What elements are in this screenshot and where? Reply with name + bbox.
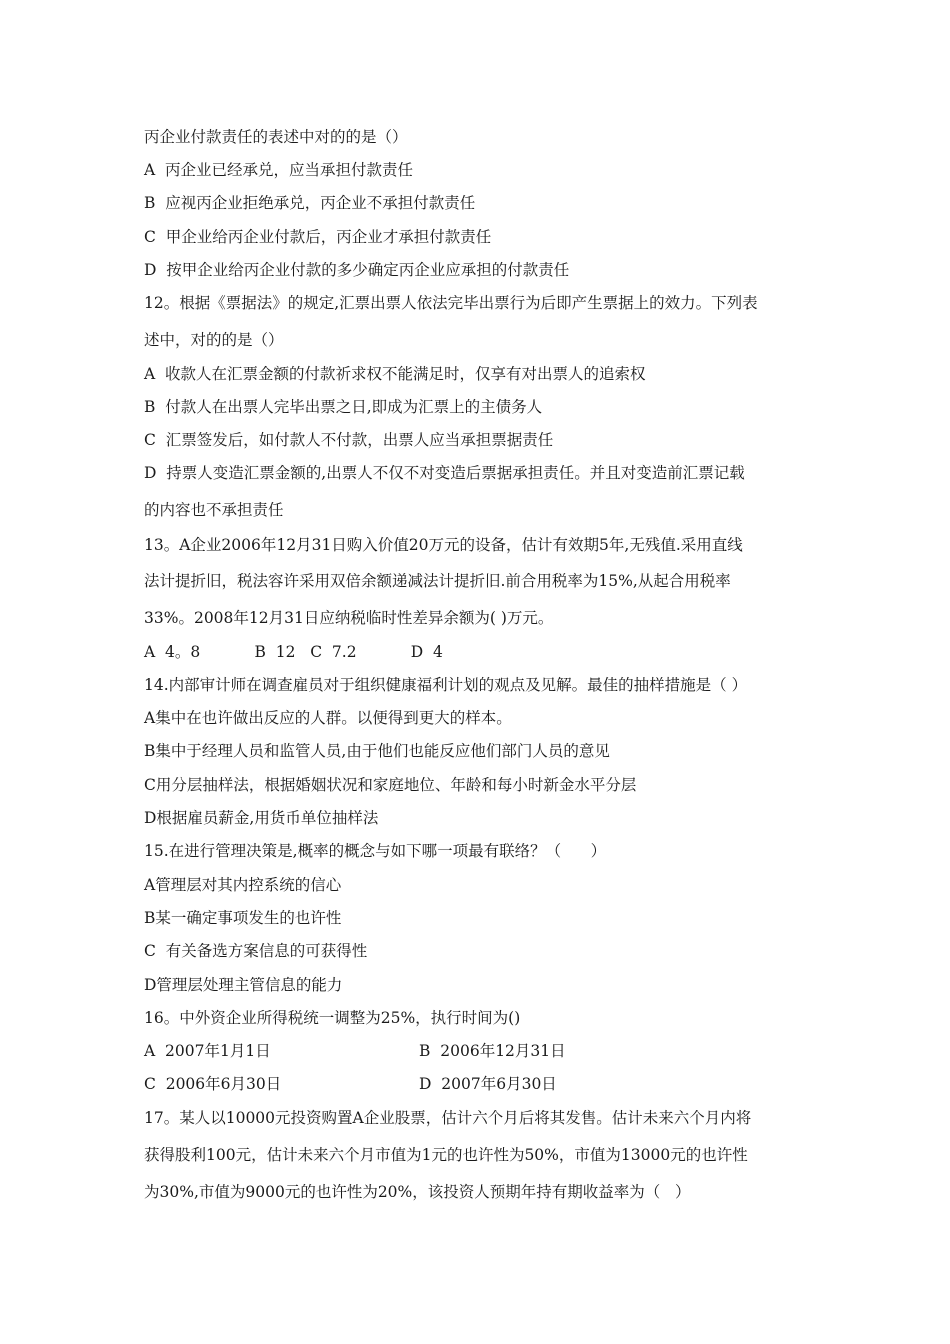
option-15-d: D管理层处理主管信息的能力 <box>144 976 343 994</box>
option-12-d: D 持票人变造汇票金额的,出票人不仅不对变造后票据承担责任。并且对变造前汇票记载 <box>144 464 745 482</box>
option-16-d: D 2007年6月30日 <box>419 1075 557 1093</box>
option-11-d: D 按甲企业给丙企业付款的多少确定丙企业应承担的付款责任 <box>144 261 570 279</box>
option-14-c: C用分层抽样法，根据婚姻状况和家庭地位、年龄和每小时新金水平分层 <box>144 776 637 794</box>
option-15-b: B某一确定事项发生的也许性 <box>144 909 342 927</box>
option-14-d: D根据雇员薪金,用货币单位抽样法 <box>144 809 379 827</box>
question-13-stem-cont2: 33%。2008年12月31日应纳税临时性差异余额为( )万元。 <box>144 609 554 627</box>
options-13: A 4。8 B 12 C 7.2 D 4 <box>144 643 443 661</box>
option-11-b: B 应视丙企业拒绝承兑，丙企业不承担付款责任 <box>144 194 476 212</box>
option-12-a: A 收款人在汇票金额的付款祈求权不能满足时，仅享有对出票人的追索权 <box>144 365 646 383</box>
option-12-b: B 付款人在出票人完毕出票之日,即成为汇票上的主债务人 <box>144 398 543 416</box>
question-12-stem-cont: 述中，对的的是（） <box>144 331 284 349</box>
option-16-b: B 2006年12月31日 <box>419 1042 566 1060</box>
question-13-stem-cont: 法计提折旧，税法容许采用双倍余额递减法计提折旧.前合用税率为15%,从起合用税率 <box>144 572 731 590</box>
question-16-stem: 16。中外资企业所得税统一调整为25%，执行时间为() <box>144 1009 521 1027</box>
option-12-c: C 汇票签发后，如付款人不付款，出票人应当承担票据责任 <box>144 431 554 449</box>
question-17-stem-cont2: 为30%,市值为9000元的也许性为20%，该投资人预期年持有期收益率为（ ） <box>144 1183 691 1201</box>
question-12-stem: 12。根据《票据法》的规定,汇票出票人依法完毕出票行为后即产生票据上的效力。下列表 <box>144 294 758 312</box>
option-15-c: C 有关备选方案信息的可获得性 <box>144 942 368 960</box>
option-16-c: C 2006年6月30日 <box>144 1075 282 1093</box>
question-17-stem-cont: 获得股利100元，估计未来六个月市值为1元的也许性为50%，市值为13000元的也许性 <box>144 1146 748 1164</box>
option-11-a: A 丙企业已经承兑，应当承担付款责任 <box>144 161 414 179</box>
option-15-a: A管理层对其内控系统的信心 <box>144 876 342 894</box>
question-15-stem: 15.在进行管理决策是,概率的概念与如下哪一项最有联络？（ ） <box>144 842 607 860</box>
question-11-stem-end: 丙企业付款责任的表述中对的的是（） <box>144 128 408 146</box>
option-14-a: A集中在也许做出反应的人群。以便得到更大的样本。 <box>144 709 512 727</box>
option-12-d-cont: 的内容也不承担责任 <box>144 501 284 519</box>
question-14-stem: 14.内部审计师在调查雇员对于组织健康福利计划的观点及见解。最佳的抽样措施是（ ） <box>144 676 748 694</box>
question-13-stem: 13。A企业2006年12月31日购入价值20万元的设备，估计有效期5年,无残值.采用直线 <box>144 536 743 554</box>
question-17-stem: 17。某人以10000元投资购置A企业股票，估计六个月后将其发售。估计未来六个月内将 <box>144 1109 752 1127</box>
option-11-c: C 甲企业给丙企业付款后，丙企业才承担付款责任 <box>144 228 492 246</box>
option-14-b: B集中于经理人员和监管人员,由于他们也能反应他们部门人员的意见 <box>144 742 610 760</box>
option-16-a: A 2007年1月1日 <box>144 1042 271 1060</box>
